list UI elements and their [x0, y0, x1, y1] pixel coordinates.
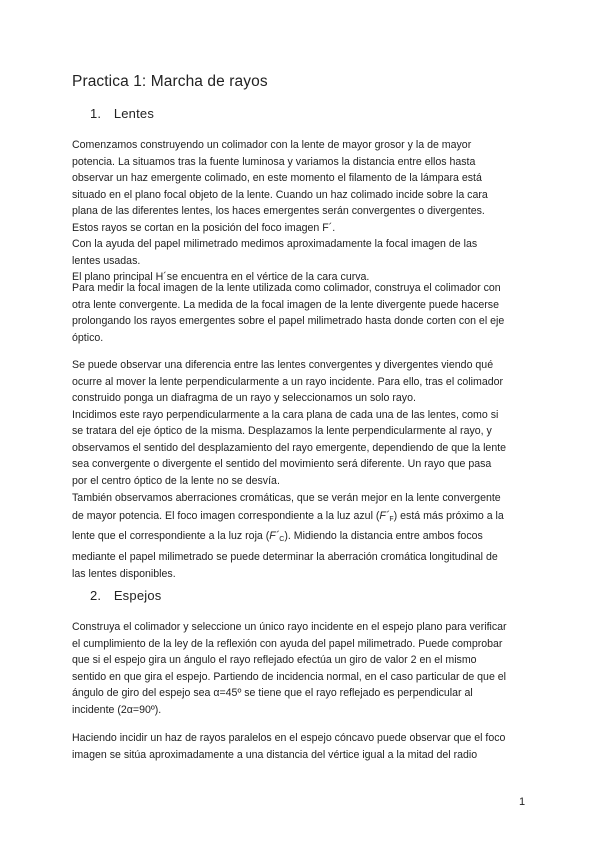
text-line: Construya el colimador y seleccione un único rayo incidente en el espejo plano para verificar — [72, 621, 507, 633]
text-line: Para medir la focal imagen de la lente utilizada como colimador, construya el colimador con — [72, 282, 501, 294]
text-line: prolongando los rayos emergentes sobre el papel milimetrado hasta donde corten con el eje — [72, 315, 505, 327]
section-number: 1. — [90, 106, 102, 121]
text-line: Se puede observar una diferencia entre las lentes convergentes y divergentes viendo qué — [72, 359, 494, 371]
text-line: sea convergente o divergente el sentido del movimiento será diferente. Un rayo que pasa — [72, 458, 492, 470]
document-title: Practica 1: Marcha de rayos — [72, 73, 268, 90]
section-label: Lentes — [113, 106, 155, 121]
text-line: lentes usadas. — [72, 254, 141, 267]
text-line: incidente (2α=90º). — [72, 703, 162, 716]
page-number: 1 — [519, 796, 526, 808]
subscript-c: C — [279, 536, 285, 543]
paragraph-espejo-plano — [72, 619, 540, 718]
text-line: sentido en que gira el espejo. Partiendo de incidencia normal, en el caso particular de que el — [72, 670, 507, 683]
text-line: observamos el sentido del desplazamiento del rayo emergente, dependiendo de que la lente — [72, 441, 507, 454]
text-line: lente que el correspondiente a la luz roja $(F´_C)$. Midiendo la distancia entre ambos focos — [72, 530, 483, 543]
focal-symbol: F´ — [379, 509, 390, 522]
text-line: imagen se sitúa aproximadamente a una distancia del vértice igual a la mitad del radio — [72, 748, 478, 761]
text-line: las lentes disponibles. — [72, 568, 176, 580]
text-line: También observamos aberraciones cromáticas, que se verán mejor en la lente convergente — [72, 492, 501, 504]
text-line: El plano principal H´se encuentra en el vértice de la cara curva. — [72, 271, 370, 283]
text-line: Haciendo incidir un haz de rayos paralelos en el espejo cóncavo puede observar que el foco — [72, 732, 506, 744]
text-line: Estos rayos se cortan en la posición del foco imagen F´. — [72, 221, 336, 234]
text-line: por el centro óptico de la lente no se desvía. — [72, 474, 280, 487]
text-line: ocurre al mover la lente perpendicularmente a un rayo incidente. Para ello, tras el colimador — [72, 375, 504, 388]
text-line: Con la ayuda del papel milimetrado medimos aproximadamente la focal imagen de las — [72, 238, 478, 250]
subscript-f: F — [389, 515, 394, 523]
paragraph-colimador — [72, 137, 540, 286]
section-heading-lentes — [90, 106, 154, 121]
text-line: Comenzamos construyendo un colimador con la lente de mayor grosor y la de mayor — [72, 139, 472, 151]
paragraph-espejo-concavo — [72, 730, 540, 763]
text-line: óptico. — [72, 331, 104, 344]
focal-symbol: F´ — [269, 530, 280, 542]
paragraph-desplazamiento — [72, 357, 540, 489]
paragraph-aberraciones — [72, 490, 540, 584]
text-line: plana de las diferentes lentes, los haces emergentes serán convergentes o divergentes. — [72, 205, 485, 217]
text-line: situado en el plano focal objeto de la lente. Cuando un haz colimado incide sobre la cara — [72, 188, 488, 201]
section-label: Espejos — [113, 588, 162, 603]
text-line: mediante el papel milimetrado se puede determinar la aberración cromática longitudinal de — [72, 550, 498, 563]
text-line: construido ponga un diafragma de un rayo y seleccionamos un solo rayo. — [72, 392, 416, 404]
text-line: potencia. La situamos tras la fuente luminosa y variamos la distancia entre ellos hasta — [72, 155, 476, 168]
text-line: se tratara del eje óptico de la misma. Desplazamos la lente perpendicularmente al rayo, y — [72, 425, 492, 437]
paragraph-focal-imagen — [72, 280, 540, 346]
text-line: ángulo de giro del espejo sea α=45º se tiene que el rayo reflejado es perpendicular al — [72, 687, 473, 699]
text-line: observar un haz emergente colimado, en este momento el filamento de la lámpara está — [72, 172, 482, 184]
text-line: otra lente convergente. La medida de la focal imagen de la lente divergente puede hacerse — [72, 298, 499, 311]
text-line: de mayor potencia. El foco imagen correspondiente a la luz azul $(F´_F)$ está más próximo a la — [72, 509, 504, 523]
text-line: el cumplimiento de la ley de la reflexión con ayuda del papel milimetrado. Puede comprobar — [72, 637, 503, 650]
text-line: Incidimos este rayo perpendicularmente a la cara plana de cada una de las lentes, como si — [72, 408, 499, 421]
section-number: 2. — [90, 588, 102, 603]
text-line: que si el espejo gira un ángulo el rayo reflejado efectúa un giro de valor 2 en el mismo — [72, 654, 477, 666]
section-heading-espejos — [90, 588, 161, 603]
